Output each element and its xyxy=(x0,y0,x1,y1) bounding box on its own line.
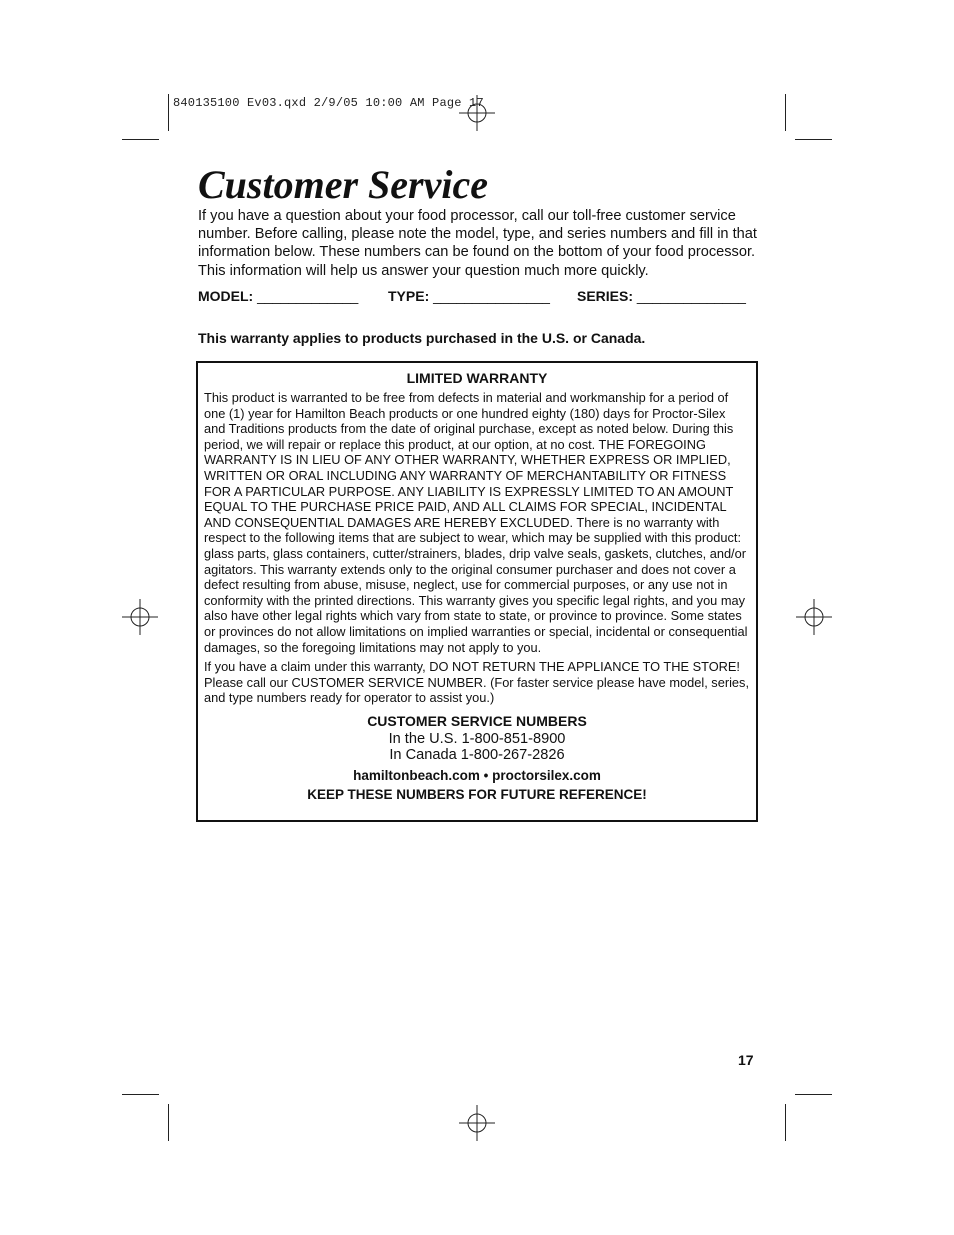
type-label: TYPE: xyxy=(388,288,430,304)
limited-warranty-box xyxy=(196,361,758,822)
model-field xyxy=(198,287,358,305)
crop-mark xyxy=(785,1104,786,1141)
model-blank: _____________ xyxy=(257,288,359,304)
claim-instructions: If you have a claim under this warranty, DO NOT RETURN THE APPLIANCE TO THE STORE! Please call our CUSTOMER SERVICE NUMBER. (For faster service please have model, series, and type numbers ready for operator to assist you.) xyxy=(204,659,749,706)
registration-mark-icon xyxy=(122,599,158,635)
us-phone-number: In the U.S. 1-800-851-8900 xyxy=(388,730,566,747)
warranty-title: LIMITED WARRANTY xyxy=(406,370,548,386)
model-label: MODEL: xyxy=(198,288,254,304)
page-title: Customer Service xyxy=(198,162,488,207)
intro-paragraph: If you have a question about your food processor, call our toll-free customer service number. Before calling, please note the model, type, and series numbers and fill in that information below. These numbers can be found on the bottom of your food processor. This information will help us answer your question much more quickly. xyxy=(198,208,757,279)
crop-mark xyxy=(168,94,169,131)
registration-mark-icon xyxy=(459,1105,495,1141)
crop-mark xyxy=(795,1094,832,1095)
registration-mark-icon xyxy=(796,599,832,635)
series-blank: ______________ xyxy=(636,288,746,304)
series-field xyxy=(577,287,746,305)
crop-mark xyxy=(122,139,159,140)
type-blank: _______________ xyxy=(433,288,550,304)
keep-numbers-note: KEEP THESE NUMBERS FOR FUTURE REFERENCE! xyxy=(307,787,647,803)
website-links: hamiltonbeach.com • proctorsilex.com xyxy=(353,768,601,784)
warranty-applies-note: This warranty applies to products purchased in the U.S. or Canada. xyxy=(198,330,646,346)
type-field xyxy=(388,287,550,305)
crop-mark xyxy=(168,1104,169,1141)
crop-mark xyxy=(785,94,786,131)
page-number: 17 xyxy=(738,1052,754,1068)
customer-service-numbers-heading: CUSTOMER SERVICE NUMBERS xyxy=(367,712,587,729)
print-slug: 840135100 Ev03.qxd 2/9/05 10:00 AM Page 17 xyxy=(173,96,484,110)
warranty-terms: This product is warranted to be free from defects in material and workmanship for a period of one (1) year for Hamilton Beach products or one hundred eighty (180) days for Proctor-Silex and Traditions products from the date of original purchase, except as noted below. During this period, we will repair or replace this product, at our option, at no cost. THE FOREGOING WARRANTY IS IN LIEU OF ANY OTHER WARRANTY, WHETHER EXPRESS OR IMPLIED, WRITTEN OR ORAL INCLUDING ANY WARRANTY OF MERCHANTABILITY OR FITNESS FOR A PARTICULAR PURPOSE. ANY LIABILITY IS EXPRESSLY LIMITED TO AN AMOUNT EQUAL TO THE PURCHASE PRICE PAID, AND ALL CLAIMS FOR SPECIAL, INCIDENTAL AND CONSEQUENTIAL DAMAGES ARE HEREBY EXCLUDED. There is no warranty with respect to the following items that are subject to wear, which may be supplied with this product: glass parts, glass containers, cutter/strainers, blades, drip valve seals, gaskets, clutches, and/or agitators. This warranty extends only to the original consumer purchaser and does not cover a defect resulting from abuse, misuse, neglect, use for commercial purposes, or any use not in conformity with the printed directions. This warranty gives you specific legal rights, and you may also have other legal rights which vary from state to state, or province to province. Some states or provinces do not allow limitations on implied warranties or special, incidental or consequential damages, so the foregoing limitations may not apply to you. xyxy=(204,390,748,655)
crop-mark xyxy=(122,1094,159,1095)
series-label: SERIES: xyxy=(577,288,634,304)
registration-mark-icon xyxy=(459,95,495,131)
canada-phone-number: In Canada 1-800-267-2826 xyxy=(389,747,565,764)
crop-mark xyxy=(795,139,832,140)
